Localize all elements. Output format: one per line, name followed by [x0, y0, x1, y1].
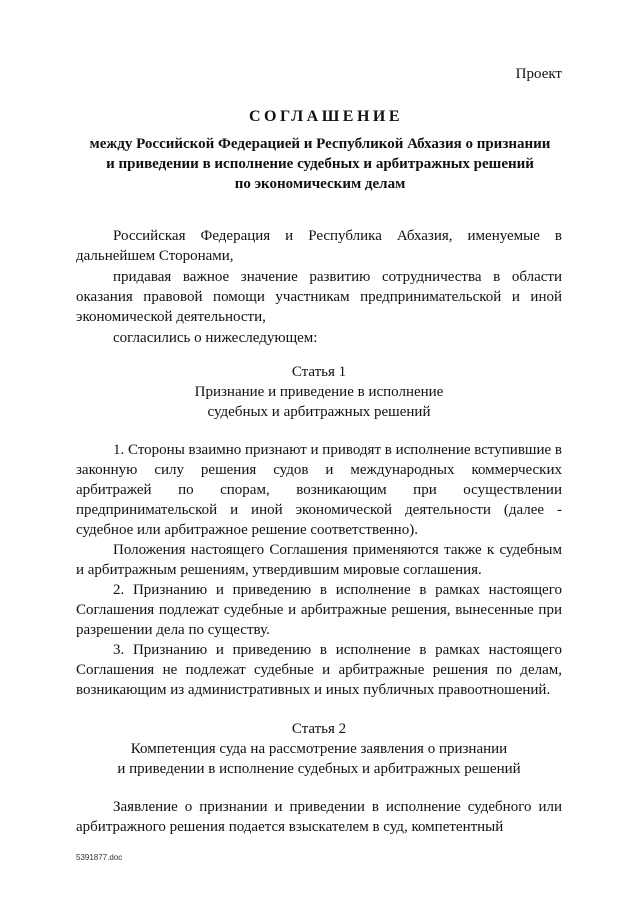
document-body [76, 226, 562, 837]
article-2-paragraph: Заявление о признании и приведении в исполнение судебного или арбитражного решения подается взыскателем в суд, компетентный [76, 799, 562, 835]
draft-label: Проект [515, 66, 562, 82]
subtitle-line: и приведении в исполнение судебных и арбитражных решений [106, 156, 534, 172]
subtitle-line: по экономическим делам [234, 176, 406, 192]
article-2-header [76, 719, 562, 779]
article-1-heading-line: судебных и арбитражных решений [207, 404, 431, 420]
article-2-heading-line: Компетенция суда на рассмотрение заявления о признании [130, 741, 508, 757]
article-1-header [76, 362, 562, 422]
article-2-number: Статья 2 [291, 721, 347, 737]
preamble-agreed: согласились о нижеследующем: [113, 330, 318, 346]
preamble-purpose: придавая важное значение развитию сотрудничества в области оказания правовой помощи участникам предпринимательской и иной экономической деятельности, [76, 269, 562, 325]
article-1-paragraph: Положения настоящего Соглашения применяются также к судебным и арбитражным решениям, утвердившим мировые соглашения. [76, 542, 562, 578]
document-title: СОГЛАШЕНИЕ [248, 108, 404, 125]
article-1-paragraph: 3. Признанию и приведению в исполнение в рамках настоящего Соглашения не подлежат судебные и арбитражные решения по делам, возникающим из административных и иных публичных правоотношений. [76, 642, 562, 698]
article-1-paragraph: 1. Стороны взаимно признают и приводят в исполнение вступившие в законную силу решения судов и международных коммерческих арбитражей по спорам, возникающим при осуществлении предпринимательской и иной экономической деятельности (далее - судебное или арбитражное решение соответственно). [76, 442, 562, 538]
document-subtitle [60, 134, 580, 194]
article-1-heading-line: Признание и приведение в исполнение [194, 384, 444, 400]
article-1-paragraph: 2. Признанию и приведению в исполнение в рамках настоящего Соглашения подлежат судебные и арбитражные решения, вынесенные при разрешении дела по существу. [76, 582, 562, 638]
footer-doc-id: 5391877.doc [76, 853, 123, 862]
article-1-number: Статья 1 [291, 364, 347, 380]
subtitle-line: между Российской Федерацией и Республикой Абхазия о признании [89, 136, 551, 152]
preamble-parties: Российская Федерация и Республика Абхазия, именуемые в дальнейшем Сторонами, [76, 228, 562, 264]
article-2-heading-line: и приведении в исполнение судебных и арбитражных решений [117, 761, 521, 777]
